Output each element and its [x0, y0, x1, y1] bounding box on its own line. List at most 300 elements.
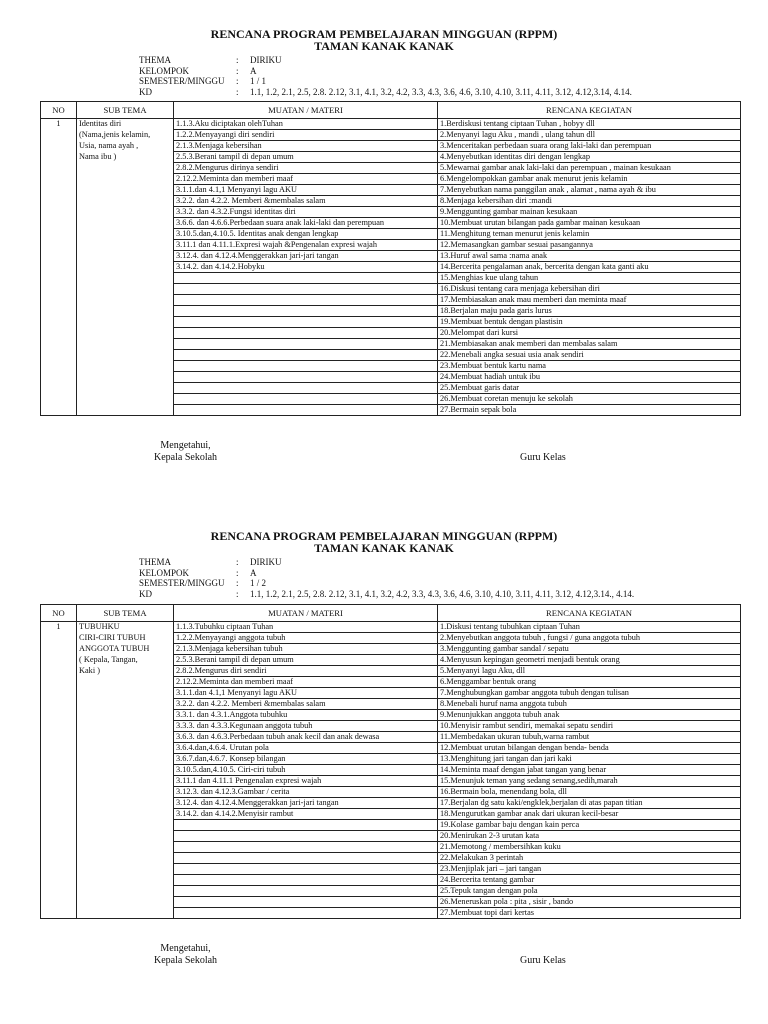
- table-row: [41, 339, 741, 350]
- cell-sub-tema: [77, 787, 174, 798]
- table-row: [41, 908, 741, 919]
- cell-no: [41, 699, 77, 710]
- cell-muatan: 3.11.1 dan 4.11.1.Expresi wajah &Pengenalan expresi wajah: [174, 240, 438, 251]
- signature-headmaster: [154, 440, 217, 464]
- cell-kegiatan: 16.Bermain bola, menendang bola, dll: [438, 787, 741, 798]
- cell-kegiatan: 20.Melompat dari kursi: [438, 328, 741, 339]
- cell-muatan: 3.2.2. dan 4.2.2. Memberi &membalas salam: [174, 699, 438, 710]
- cell-muatan: 2.1.3.Menjaga kebersihan: [174, 141, 438, 152]
- cell-sub-tema: [77, 163, 174, 174]
- cell-muatan: 2.5.3.Berani tampil di depan umum: [174, 655, 438, 666]
- cell-no: [41, 383, 77, 394]
- document-subtitle: TAMAN KANAK KANAK: [314, 39, 454, 53]
- cell-sub-tema: [77, 284, 174, 295]
- cell-sub-tema: [77, 875, 174, 886]
- table-row: [41, 361, 741, 372]
- cell-muatan: 3.1.1.dan 4.1,1 Menyanyi lagu AKU: [174, 185, 438, 196]
- table-row: [41, 721, 741, 732]
- cell-kegiatan: 12.Membuat urutan bilangan dengan benda- benda: [438, 743, 741, 754]
- cell-muatan: [174, 273, 438, 284]
- table-row: [41, 732, 741, 743]
- cell-no: [41, 765, 77, 776]
- cell-no: [41, 174, 77, 185]
- cell-no: [41, 317, 77, 328]
- cell-kegiatan: 15.Menghias kue ulang tahun: [438, 273, 741, 284]
- cell-kegiatan: 10.Menyisir rambut sendiri, memakai sepatu sendiri: [438, 721, 741, 732]
- document-title: RENCANA PROGRAM PEMBELAJARAN MINGGUAN (RPPM): [210, 529, 558, 543]
- cell-sub-tema: [77, 394, 174, 405]
- cell-sub-tema: [77, 754, 174, 765]
- cell-muatan: 3.6.4.dan,4.6.4. Urutan pola: [174, 743, 438, 754]
- cell-kegiatan: 26.Meneruskan pola : pita , sisir , bando: [438, 897, 741, 908]
- cell-kegiatan: 27.Bermain sepak bola: [438, 405, 741, 416]
- cell-sub-tema: [77, 218, 174, 229]
- table-row: [41, 196, 741, 207]
- cell-muatan: 3.12.4. dan 4.12.4.Menggerakkan jari-jari tangan: [174, 798, 438, 809]
- cell-sub-tema: [77, 886, 174, 897]
- table-row: [41, 152, 741, 163]
- cell-muatan: [174, 886, 438, 897]
- cell-kegiatan: 27.Membuat topi dari kertas: [438, 908, 741, 919]
- cell-kegiatan: 9.Menunjukkan anggota tubuh anak: [438, 710, 741, 721]
- cell-kegiatan: 23.Membuat bentuk kartu nama: [438, 361, 741, 372]
- table-row: [41, 372, 741, 383]
- cell-muatan: 3.12.3. dan 4.12.3.Gambar / cerita: [174, 787, 438, 798]
- cell-muatan: 3.6.3. dan 4.6.3.Perbedaan tubuh anak kecil dan anak dewasa: [174, 732, 438, 743]
- cell-sub-tema: Identitas diri: [77, 119, 174, 130]
- cell-sub-tema: [77, 306, 174, 317]
- cell-sub-tema: [77, 908, 174, 919]
- meta-label: KELOMPOK: [139, 65, 190, 76]
- meta-row-kelompok: [139, 568, 768, 579]
- cell-muatan: 3.6.6. dan 4.6.6.Perbedaan suara anak laki-laki dan perempuan: [174, 218, 438, 229]
- table-header-row: [41, 605, 741, 622]
- cell-muatan: 3.12.4. dan 4.12.4.Menggerakkan jari-jari tangan: [174, 251, 438, 262]
- table-row: [41, 141, 741, 152]
- table-row: [41, 787, 741, 798]
- meta-colon: :: [236, 557, 239, 567]
- cell-sub-tema: [77, 688, 174, 699]
- cell-sub-tema: Kaki ): [77, 666, 174, 677]
- cell-sub-tema: [77, 699, 174, 710]
- cell-no: [41, 776, 77, 787]
- meta-colon: :: [236, 567, 239, 578]
- cell-kegiatan: 18.Berjalan maju pada garis lurus: [438, 306, 741, 317]
- meta-block: [139, 557, 768, 599]
- cell-sub-tema: [77, 677, 174, 688]
- cell-sub-tema: [77, 776, 174, 787]
- signature-headmaster: [154, 943, 217, 967]
- cell-no: [41, 372, 77, 383]
- cell-muatan: [174, 383, 438, 394]
- cell-muatan: 3.3.1. dan 4.3.1.Anggota tubuhku: [174, 710, 438, 721]
- cell-muatan: [174, 306, 438, 317]
- cell-kegiatan: 4.Menyebutkan identitas diri dengan lengkap: [438, 152, 741, 163]
- cell-no: [41, 688, 77, 699]
- header-muatan: MUATAN / MATERI: [174, 605, 438, 622]
- table-row: [41, 262, 741, 273]
- cell-no: [41, 710, 77, 721]
- cell-sub-tema: [77, 853, 174, 864]
- cell-muatan: [174, 842, 438, 853]
- cell-muatan: [174, 897, 438, 908]
- cell-no: [41, 284, 77, 295]
- cell-no: [41, 185, 77, 196]
- table-row: [41, 163, 741, 174]
- cell-muatan: [174, 339, 438, 350]
- header-sub-tema: SUB TEMA: [77, 605, 174, 622]
- cell-muatan: 1.2.2.Menyayangi diri sendiri: [174, 130, 438, 141]
- table-row: [41, 284, 741, 295]
- cell-kegiatan: 2.Menyanyi lagu Aku , mandi , ulang tahun dll: [438, 130, 741, 141]
- header-kegiatan: RENCANA KEGIATAN: [438, 605, 741, 622]
- cell-sub-tema: [77, 350, 174, 361]
- cell-muatan: [174, 864, 438, 875]
- table-row: [41, 251, 741, 262]
- cell-kegiatan: 16.Diskusi tentang cara menjaga kebersihan diri: [438, 284, 741, 295]
- cell-sub-tema: [77, 897, 174, 908]
- cell-muatan: 3.10.5.dan,4.10.5. Identitas anak dengan lengkap: [174, 229, 438, 240]
- cell-kegiatan: 11.Membedakan ukuran tubuh,warna rambut: [438, 732, 741, 743]
- cell-sub-tema: [77, 842, 174, 853]
- cell-no: [41, 251, 77, 262]
- meta-row-semester: [139, 578, 768, 589]
- cell-kegiatan: 21.Membiasakan anak memberi dan membalas salam: [438, 339, 741, 350]
- cell-muatan: [174, 295, 438, 306]
- cell-sub-tema: [77, 710, 174, 721]
- cell-no: [41, 240, 77, 251]
- table-row: [41, 875, 741, 886]
- cell-no: [41, 732, 77, 743]
- cell-no: [41, 306, 77, 317]
- table-row: [41, 240, 741, 251]
- cell-kegiatan: 24.Membuat hadiah untuk ibu: [438, 372, 741, 383]
- signature-teacher-label: Guru Kelas: [520, 452, 566, 463]
- table-row: [41, 688, 741, 699]
- meta-label: SEMESTER/MINGGU: [139, 578, 225, 589]
- meta-label: KELOMPOK: [139, 567, 190, 578]
- cell-kegiatan: 18.Mengurutkan gambar anak dari ukuran kecil-besar: [438, 809, 741, 820]
- cell-sub-tema: [77, 317, 174, 328]
- cell-sub-tema: [77, 743, 174, 754]
- cell-sub-tema: [77, 229, 174, 240]
- meta-row-kd: [139, 589, 768, 600]
- cell-kegiatan: 4.Menyusun kepingan geometri menjadi bentuk orang: [438, 655, 741, 666]
- table-row: [41, 820, 741, 831]
- cell-kegiatan: 14.Meminta maaf dengan jabat tangan yang benar: [438, 765, 741, 776]
- meta-value: A: [250, 65, 257, 76]
- table-row: [41, 306, 741, 317]
- signature-acknowledged-label: Mengetahui,: [160, 943, 211, 954]
- table-row: [41, 174, 741, 185]
- cell-sub-tema: [77, 328, 174, 339]
- cell-no: [41, 273, 77, 284]
- document-subtitle: TAMAN KANAK KANAK: [314, 541, 454, 555]
- meta-block: [139, 55, 768, 97]
- cell-no: [41, 350, 77, 361]
- meta-label: THEMA: [139, 557, 171, 567]
- cell-no: [41, 721, 77, 732]
- cell-kegiatan: 25.Membuat garis datar: [438, 383, 741, 394]
- table-row: [41, 644, 741, 655]
- meta-colon: :: [236, 55, 239, 65]
- meta-row-thema: [139, 557, 768, 568]
- meta-label: THEMA: [139, 55, 171, 65]
- table-row: [41, 317, 741, 328]
- cell-sub-tema: ( Kepala, Tangan,: [77, 655, 174, 666]
- cell-kegiatan: 13.Menghitung jari tangan dan jari kaki: [438, 754, 741, 765]
- cell-sub-tema: [77, 295, 174, 306]
- table-row: [41, 119, 741, 130]
- meta-label: KD: [139, 588, 152, 599]
- cell-muatan: 3.1.1.dan 4.1,1 Menyanyi lagu AKU: [174, 688, 438, 699]
- cell-no: [41, 152, 77, 163]
- cell-sub-tema: [77, 339, 174, 350]
- cell-no: [41, 644, 77, 655]
- cell-muatan: [174, 317, 438, 328]
- rppm-table: [40, 604, 741, 919]
- signature-headmaster-label: Kepala Sekolah: [154, 452, 218, 463]
- cell-muatan: 1.2.2.Menyayangi anggota tubuh: [174, 633, 438, 644]
- signature-acknowledged-label: Mengetahui,: [160, 440, 211, 451]
- cell-no: [41, 809, 77, 820]
- table-row: [41, 218, 741, 229]
- meta-row-kelompok: [139, 66, 768, 77]
- cell-kegiatan: 19.Membuat bentuk dengan plastisin: [438, 317, 741, 328]
- cell-no: 1: [41, 622, 77, 633]
- table-row: [41, 328, 741, 339]
- cell-muatan: [174, 908, 438, 919]
- cell-muatan: [174, 328, 438, 339]
- table-row: [41, 699, 741, 710]
- table-row: [41, 842, 741, 853]
- header-no: NO: [41, 102, 77, 119]
- cell-kegiatan: 17.Membiasakan anak mau memberi dan meminta maaf: [438, 295, 741, 306]
- cell-sub-tema: [77, 207, 174, 218]
- signature-headmaster-label: Kepala Sekolah: [154, 955, 218, 966]
- table-row: [41, 897, 741, 908]
- cell-sub-tema: [77, 383, 174, 394]
- table-row: [41, 798, 741, 809]
- cell-muatan: [174, 405, 438, 416]
- rppm-table: [40, 101, 741, 416]
- cell-muatan: 2.12.2.Meminta dan memberi maaf: [174, 174, 438, 185]
- cell-sub-tema: [77, 820, 174, 831]
- table-row: [41, 710, 741, 721]
- cell-kegiatan: 5.Menyanyi lagu Aku, dll: [438, 666, 741, 677]
- cell-no: [41, 798, 77, 809]
- cell-no: [41, 141, 77, 152]
- meta-value: DIRIKU: [250, 55, 282, 65]
- cell-no: [41, 405, 77, 416]
- cell-sub-tema: [77, 798, 174, 809]
- cell-no: [41, 361, 77, 372]
- cell-kegiatan: 20.Menirukan 2-3 urutan kata: [438, 831, 741, 842]
- cell-sub-tema: (Nama,jenis kelamin,: [77, 130, 174, 141]
- signature-teacher-label: Guru Kelas: [520, 955, 566, 966]
- cell-kegiatan: 25.Tepuk tangan dengan pola: [438, 886, 741, 897]
- cell-muatan: 3.2.2. dan 4.2.2. Memberi &membalas salam: [174, 196, 438, 207]
- cell-muatan: [174, 875, 438, 886]
- cell-sub-tema: [77, 372, 174, 383]
- cell-muatan: 3.6.7.dan,4.6.7. Konsep bilangan: [174, 754, 438, 765]
- cell-no: [41, 864, 77, 875]
- cell-no: [41, 339, 77, 350]
- table-row: [41, 677, 741, 688]
- cell-muatan: [174, 820, 438, 831]
- table-row: [41, 809, 741, 820]
- table-row: [41, 207, 741, 218]
- cell-muatan: 3.10.5.dan,4.10.5. Ciri-ciri tubuh: [174, 765, 438, 776]
- cell-no: [41, 262, 77, 273]
- cell-kegiatan: 6.Menggambar bentuk orang: [438, 677, 741, 688]
- meta-row-semester: [139, 76, 768, 87]
- cell-no: [41, 328, 77, 339]
- cell-kegiatan: 22.Menebali angka sesuai usia anak sendiri: [438, 350, 741, 361]
- cell-sub-tema: [77, 196, 174, 207]
- cell-muatan: 3.14.2. dan 4.14.2.Hobyku: [174, 262, 438, 273]
- cell-muatan: 2.8.2.Mengurus diri sendiri: [174, 666, 438, 677]
- cell-sub-tema: [77, 765, 174, 776]
- cell-muatan: 2.1.3.Menjaga kebersihan tubuh: [174, 644, 438, 655]
- cell-kegiatan: 14.Bercerita pengalaman anak, bercerita dengan kata ganti aku: [438, 262, 741, 273]
- cell-kegiatan: 21.Memotong / membersihkan kuku: [438, 842, 741, 853]
- table-body: [41, 119, 741, 416]
- cell-kegiatan: 10.Membuat urutan bilangan pada gambar mainan kesukaan: [438, 218, 741, 229]
- cell-muatan: [174, 372, 438, 383]
- cell-no: [41, 842, 77, 853]
- cell-no: [41, 754, 77, 765]
- meta-row-thema: [139, 55, 768, 66]
- cell-kegiatan: 8.Menjaga kebersihan diri :mandi: [438, 196, 741, 207]
- cell-sub-tema: [77, 273, 174, 284]
- cell-no: [41, 655, 77, 666]
- table-row: [41, 394, 741, 405]
- meta-value: DIRIKU: [250, 557, 282, 567]
- cell-muatan: [174, 361, 438, 372]
- cell-kegiatan: 23.Menjiplak jari – jari tangan: [438, 864, 741, 875]
- cell-sub-tema: [77, 405, 174, 416]
- table-row: [41, 886, 741, 897]
- meta-colon: :: [236, 65, 239, 76]
- table-row: [41, 229, 741, 240]
- cell-sub-tema: [77, 721, 174, 732]
- cell-muatan: 1.1.3.Tubuhku ciptaan Tuhan: [174, 622, 438, 633]
- cell-sub-tema: Usia, nama ayah ,: [77, 141, 174, 152]
- meta-label: SEMESTER/MINGGU: [139, 76, 225, 87]
- table-row: [41, 350, 741, 361]
- header-kegiatan: RENCANA KEGIATAN: [438, 102, 741, 119]
- cell-kegiatan: 11.Menghitung teman menurut jenis kelamin: [438, 229, 741, 240]
- cell-kegiatan: 13.Huruf awal sama :nama anak: [438, 251, 741, 262]
- cell-sub-tema: ANGGOTA TUBUH: [77, 644, 174, 655]
- cell-muatan: [174, 284, 438, 295]
- cell-kegiatan: 7.Menghubungkan gambar anggota tubuh dengan tulisan: [438, 688, 741, 699]
- meta-colon: :: [236, 76, 239, 87]
- table-row: [41, 622, 741, 633]
- table-row: [41, 831, 741, 842]
- table-row: [41, 383, 741, 394]
- cell-sub-tema: CIRI-CIRI TUBUH: [77, 633, 174, 644]
- cell-sub-tema: [77, 251, 174, 262]
- cell-kegiatan: 6.Mengelompokkan gambar anak menurut jenis kelamin: [438, 174, 741, 185]
- meta-value: 1.1, 1.2, 2.1, 2.5, 2.8. 2.12, 3.1, 4.1, 3.2, 4.2, 3.3, 4.3, 3.6, 4.6, 3.10, 4.10, 3.11, 4.11, 3.12, 4.12,3.14., 4.14.: [250, 588, 635, 599]
- cell-no: [41, 743, 77, 754]
- header-muatan: MUATAN / MATERI: [174, 102, 438, 119]
- meta-value: 1 / 2: [250, 578, 267, 589]
- cell-kegiatan: 3.Menceritakan perbedaan suara orang laki-laki dan perempuan: [438, 141, 741, 152]
- cell-no: [41, 831, 77, 842]
- cell-no: [41, 130, 77, 141]
- cell-sub-tema: [77, 185, 174, 196]
- cell-no: [41, 229, 77, 240]
- cell-kegiatan: 19.Kolase gambar baju dengan kain perca: [438, 820, 741, 831]
- cell-kegiatan: 9.Menggunting gambar mainan kesukaan: [438, 207, 741, 218]
- cell-muatan: [174, 831, 438, 842]
- cell-sub-tema: [77, 732, 174, 743]
- meta-colon: :: [236, 588, 239, 599]
- cell-no: [41, 886, 77, 897]
- cell-sub-tema: [77, 809, 174, 820]
- cell-muatan: 3.3.3. dan 4.3.3.Kegunaan anggota tubuh: [174, 721, 438, 732]
- meta-colon: :: [236, 578, 239, 589]
- cell-no: [41, 394, 77, 405]
- meta-label: KD: [139, 86, 152, 97]
- cell-no: [41, 163, 77, 174]
- table-row: [41, 666, 741, 677]
- cell-muatan: 2.12.2.Meminta dan memberi maaf: [174, 677, 438, 688]
- cell-no: [41, 787, 77, 798]
- table-row: [41, 743, 741, 754]
- cell-kegiatan: 12.Memasangkan gambar sesuai pasangannya: [438, 240, 741, 251]
- cell-muatan: [174, 350, 438, 361]
- table-row: [41, 776, 741, 787]
- cell-muatan: [174, 394, 438, 405]
- cell-muatan: 3.11.1 dan 4.11.1 Pengenalan expresi wajah: [174, 776, 438, 787]
- cell-no: [41, 295, 77, 306]
- cell-no: [41, 677, 77, 688]
- table-row: [41, 655, 741, 666]
- table-row: [41, 853, 741, 864]
- cell-no: 1: [41, 119, 77, 130]
- cell-kegiatan: 5.Mewarnai gambar anak laki-laki dan perempuan , mainan kesukaan: [438, 163, 741, 174]
- cell-kegiatan: 2.Menyebutkan anggota tubuh , fungsi / guna anggota tubuh: [438, 633, 741, 644]
- cell-no: [41, 908, 77, 919]
- cell-no: [41, 207, 77, 218]
- cell-no: [41, 196, 77, 207]
- table-body: [41, 622, 741, 919]
- cell-no: [41, 633, 77, 644]
- cell-muatan: 1.1.3.Aku diciptakan olehTuhan: [174, 119, 438, 130]
- table-row: [41, 295, 741, 306]
- cell-muatan: [174, 853, 438, 864]
- cell-no: [41, 666, 77, 677]
- table-row: [41, 765, 741, 776]
- table-row: [41, 273, 741, 284]
- meta-colon: :: [236, 86, 239, 97]
- cell-muatan: 3.3.2. dan 4.3.2.Fungsi identitas diri: [174, 207, 438, 218]
- cell-sub-tema: Nama ibu ): [77, 152, 174, 163]
- cell-sub-tema: [77, 240, 174, 251]
- cell-kegiatan: 7.Menyebutkan nama panggilan anak , alamat , nama ayah & ibu: [438, 185, 741, 196]
- meta-row-kd: [139, 87, 768, 98]
- meta-value: 1.1, 1.2, 2.1, 2.5, 2.8. 2.12, 3.1, 4.1, 3.2, 4.2, 3.3, 4.3, 3.6, 4.6, 3.10, 4.10, 3.11, 4.11, 3.12, 4.12,3.14, 4.14.: [250, 86, 632, 97]
- table-row: [41, 633, 741, 644]
- table-header-row: [41, 102, 741, 119]
- cell-sub-tema: [77, 174, 174, 185]
- table-row: [41, 185, 741, 196]
- cell-sub-tema: [77, 864, 174, 875]
